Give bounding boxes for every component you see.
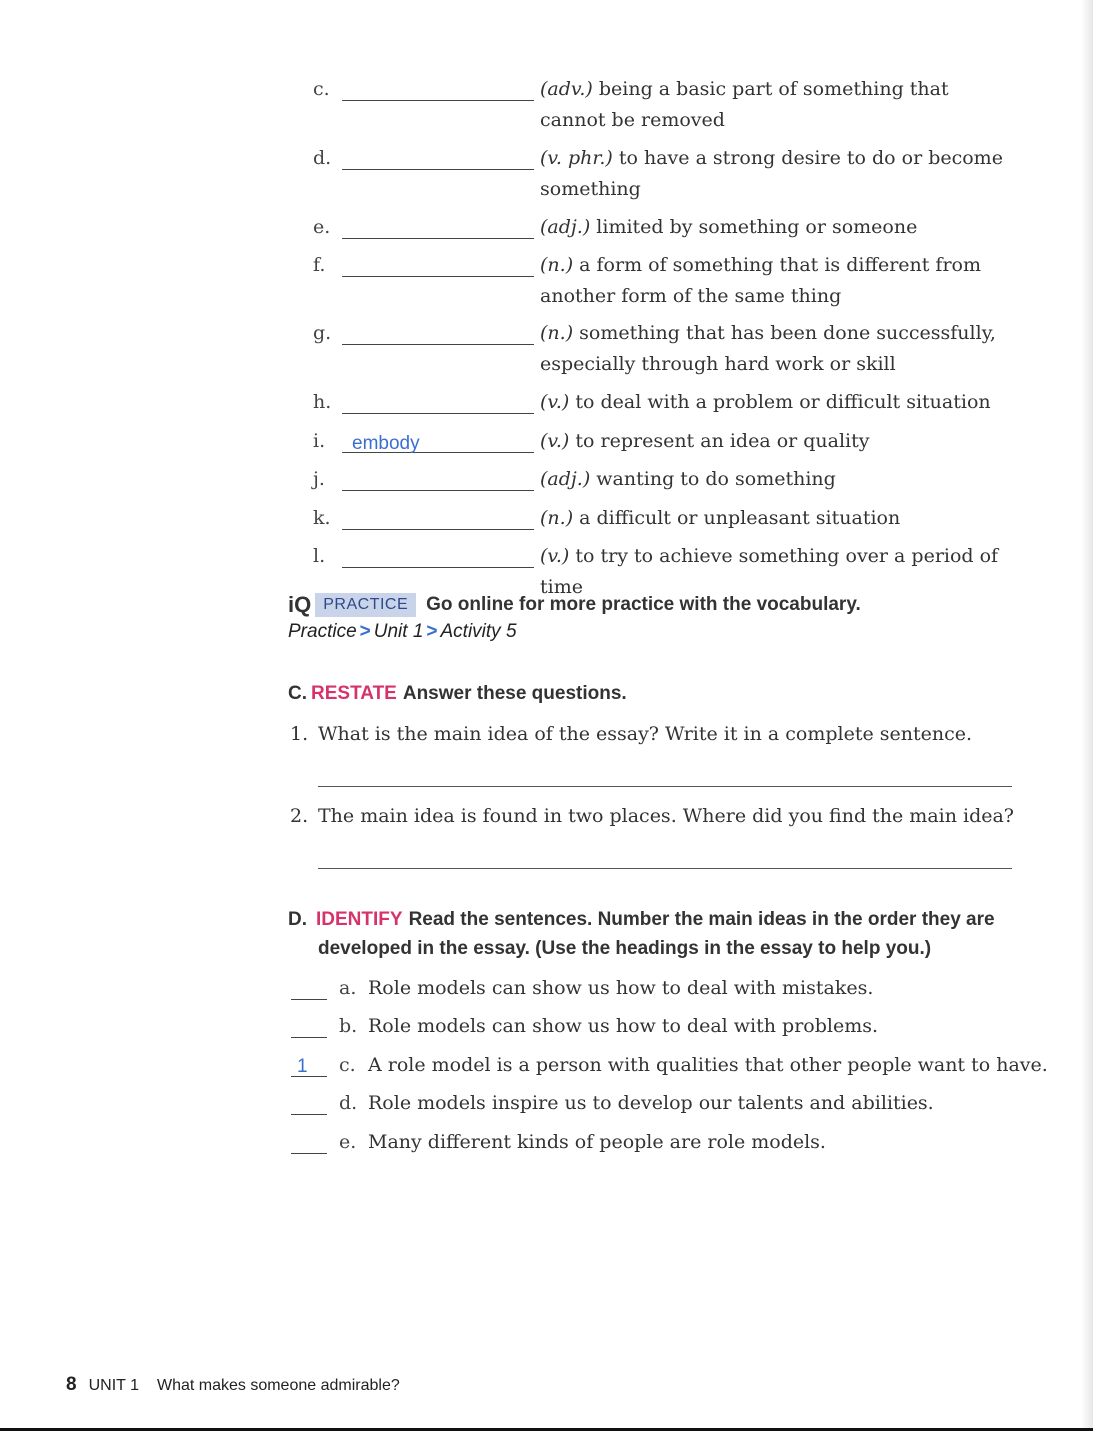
- section-c-heading: [288, 679, 1028, 708]
- vocab-answer-field[interactable]: [342, 385, 534, 414]
- vocab-answer-field[interactable]: [342, 501, 534, 530]
- definition-text: a form of something that is different from another form of the same thing: [540, 254, 982, 307]
- vocab-answer: embody: [352, 433, 420, 454]
- iq-practice-text: Go online for more practice with the vocabulary.: [426, 594, 861, 615]
- vocab-definition: [540, 250, 1020, 312]
- iq-practice-banner: [288, 591, 861, 619]
- vocab-letter: l.: [313, 545, 326, 567]
- practice-breadcrumb: [288, 621, 517, 643]
- vocab-definition: [540, 143, 1020, 205]
- order-number-field[interactable]: [291, 1092, 327, 1115]
- vocab-letter: f.: [313, 254, 326, 276]
- vocab-answer-field[interactable]: [342, 210, 534, 239]
- iq-logo: iQ: [288, 592, 312, 617]
- vocab-letter: c.: [313, 78, 330, 100]
- unit-label: UNIT 1: [88, 1377, 139, 1394]
- definition-text: something that has been done successfully, especially through hard work or skill: [540, 322, 996, 375]
- definition-text: a difficult or unpleasant situation: [573, 507, 901, 529]
- definition-text: to try to achieve something over a period of time: [540, 545, 999, 598]
- identify-item-a: [291, 977, 1011, 1005]
- vocab-answer-field[interactable]: [342, 462, 534, 491]
- item-letter: c.: [339, 1054, 356, 1076]
- answer-line-1[interactable]: [318, 786, 1012, 787]
- breadcrumb-practice[interactable]: Practice: [288, 621, 357, 642]
- section-letter: C.: [288, 683, 307, 704]
- part-of-speech: (adv.): [540, 78, 593, 100]
- item-text: A role model is a person with qualities that other people want to have.: [368, 1054, 1048, 1076]
- page-footer: [66, 1374, 400, 1396]
- order-number-field[interactable]: [291, 977, 327, 1000]
- part-of-speech: (adj.): [540, 216, 591, 238]
- vocab-letter: k.: [313, 507, 331, 529]
- definition-text: wanting to do something: [590, 468, 836, 490]
- breadcrumb-activity[interactable]: Activity 5: [440, 621, 517, 642]
- part-of-speech: (v.): [540, 391, 570, 413]
- identify-item-c: [291, 1054, 1048, 1082]
- vocab-letter: d.: [313, 147, 332, 169]
- vocab-definition: [540, 318, 1020, 380]
- vocab-answer-field[interactable]: [342, 141, 534, 170]
- vocab-letter: h.: [313, 391, 332, 413]
- definition-text: to deal with a problem or difficult situation: [569, 391, 991, 413]
- vocab-definition: [540, 464, 1020, 495]
- item-text: Role models inspire us to develop our talents and abilities.: [368, 1092, 934, 1114]
- part-of-speech: (v.): [540, 545, 570, 567]
- breadcrumb-unit[interactable]: Unit 1: [373, 621, 424, 642]
- vocab-definition: [540, 387, 1020, 418]
- order-number-field[interactable]: [291, 1054, 327, 1077]
- vocab-definition: [540, 503, 1020, 534]
- question-2: [290, 805, 1014, 827]
- vocab-answer-field[interactable]: [342, 424, 534, 453]
- question-1: [290, 723, 972, 745]
- vocab-answer-field[interactable]: [342, 72, 534, 101]
- section-instruction: Answer these questions.: [402, 683, 627, 704]
- part-of-speech: (n.): [540, 322, 574, 344]
- section-letter: D.: [288, 909, 307, 930]
- definition-text: to have a strong desire to do or become something: [540, 147, 1003, 200]
- chevron-right-icon: >: [426, 621, 438, 642]
- definition-text: being a basic part of something that cannot be removed: [540, 78, 949, 131]
- part-of-speech: (adj.): [540, 468, 591, 490]
- item-text: Role models can show us how to deal with mistakes.: [368, 977, 874, 999]
- part-of-speech: (v.): [540, 430, 570, 452]
- question-number: 1.: [290, 723, 309, 745]
- definition-text: limited by something or someone: [590, 216, 918, 238]
- vocab-answer-field[interactable]: [342, 248, 534, 277]
- part-of-speech: (v. phr.): [540, 147, 613, 169]
- section-keyword: RESTATE: [311, 683, 397, 704]
- item-letter: b.: [339, 1015, 358, 1037]
- identify-item-e: [291, 1131, 1011, 1159]
- vocab-answer-field[interactable]: [342, 316, 534, 345]
- page-number: 8: [66, 1374, 77, 1395]
- section-instruction: Read the sentences. Number the main ideas in the order they are developed in the essay. (Use the headings in the essay to help you.): [318, 909, 995, 959]
- vocab-definition: [540, 74, 1020, 136]
- order-number-field[interactable]: [291, 1131, 327, 1154]
- item-text: Many different kinds of people are role models.: [368, 1131, 826, 1153]
- chevron-right-icon: >: [359, 621, 371, 642]
- vocab-letter: j.: [313, 468, 325, 490]
- vocab-letter: i.: [313, 430, 326, 452]
- vocab-definition: [540, 212, 1020, 243]
- vocab-letter: e.: [313, 216, 331, 238]
- order-number: 1: [297, 1056, 308, 1077]
- definition-text: to represent an idea or quality: [569, 430, 870, 452]
- identify-item-b: [291, 1015, 1011, 1043]
- question-text: What is the main idea of the essay? Write it in a complete sentence.: [318, 723, 973, 745]
- part-of-speech: (n.): [540, 254, 574, 276]
- practice-badge: PRACTICE: [315, 593, 416, 617]
- question-number: 2.: [290, 805, 309, 827]
- unit-title: What makes someone admirable?: [156, 1377, 400, 1394]
- order-number-field[interactable]: [291, 1015, 327, 1038]
- vocab-letter: g.: [313, 322, 332, 344]
- section-keyword: IDENTIFY: [316, 909, 403, 930]
- item-text: Role models can show us how to deal with problems.: [368, 1015, 879, 1037]
- vocab-definition: [540, 426, 1020, 457]
- section-d-heading: [288, 905, 1053, 963]
- page-edge-shadow: [1081, 0, 1093, 1431]
- part-of-speech: (n.): [540, 507, 574, 529]
- vocab-answer-field[interactable]: [342, 539, 534, 568]
- answer-line-2[interactable]: [318, 868, 1012, 869]
- item-letter: e.: [339, 1131, 357, 1153]
- question-text: The main idea is found in two places. Where did you find the main idea?: [318, 805, 1014, 827]
- item-letter: a.: [339, 977, 357, 999]
- identify-item-d: [291, 1092, 1011, 1120]
- item-letter: d.: [339, 1092, 358, 1114]
